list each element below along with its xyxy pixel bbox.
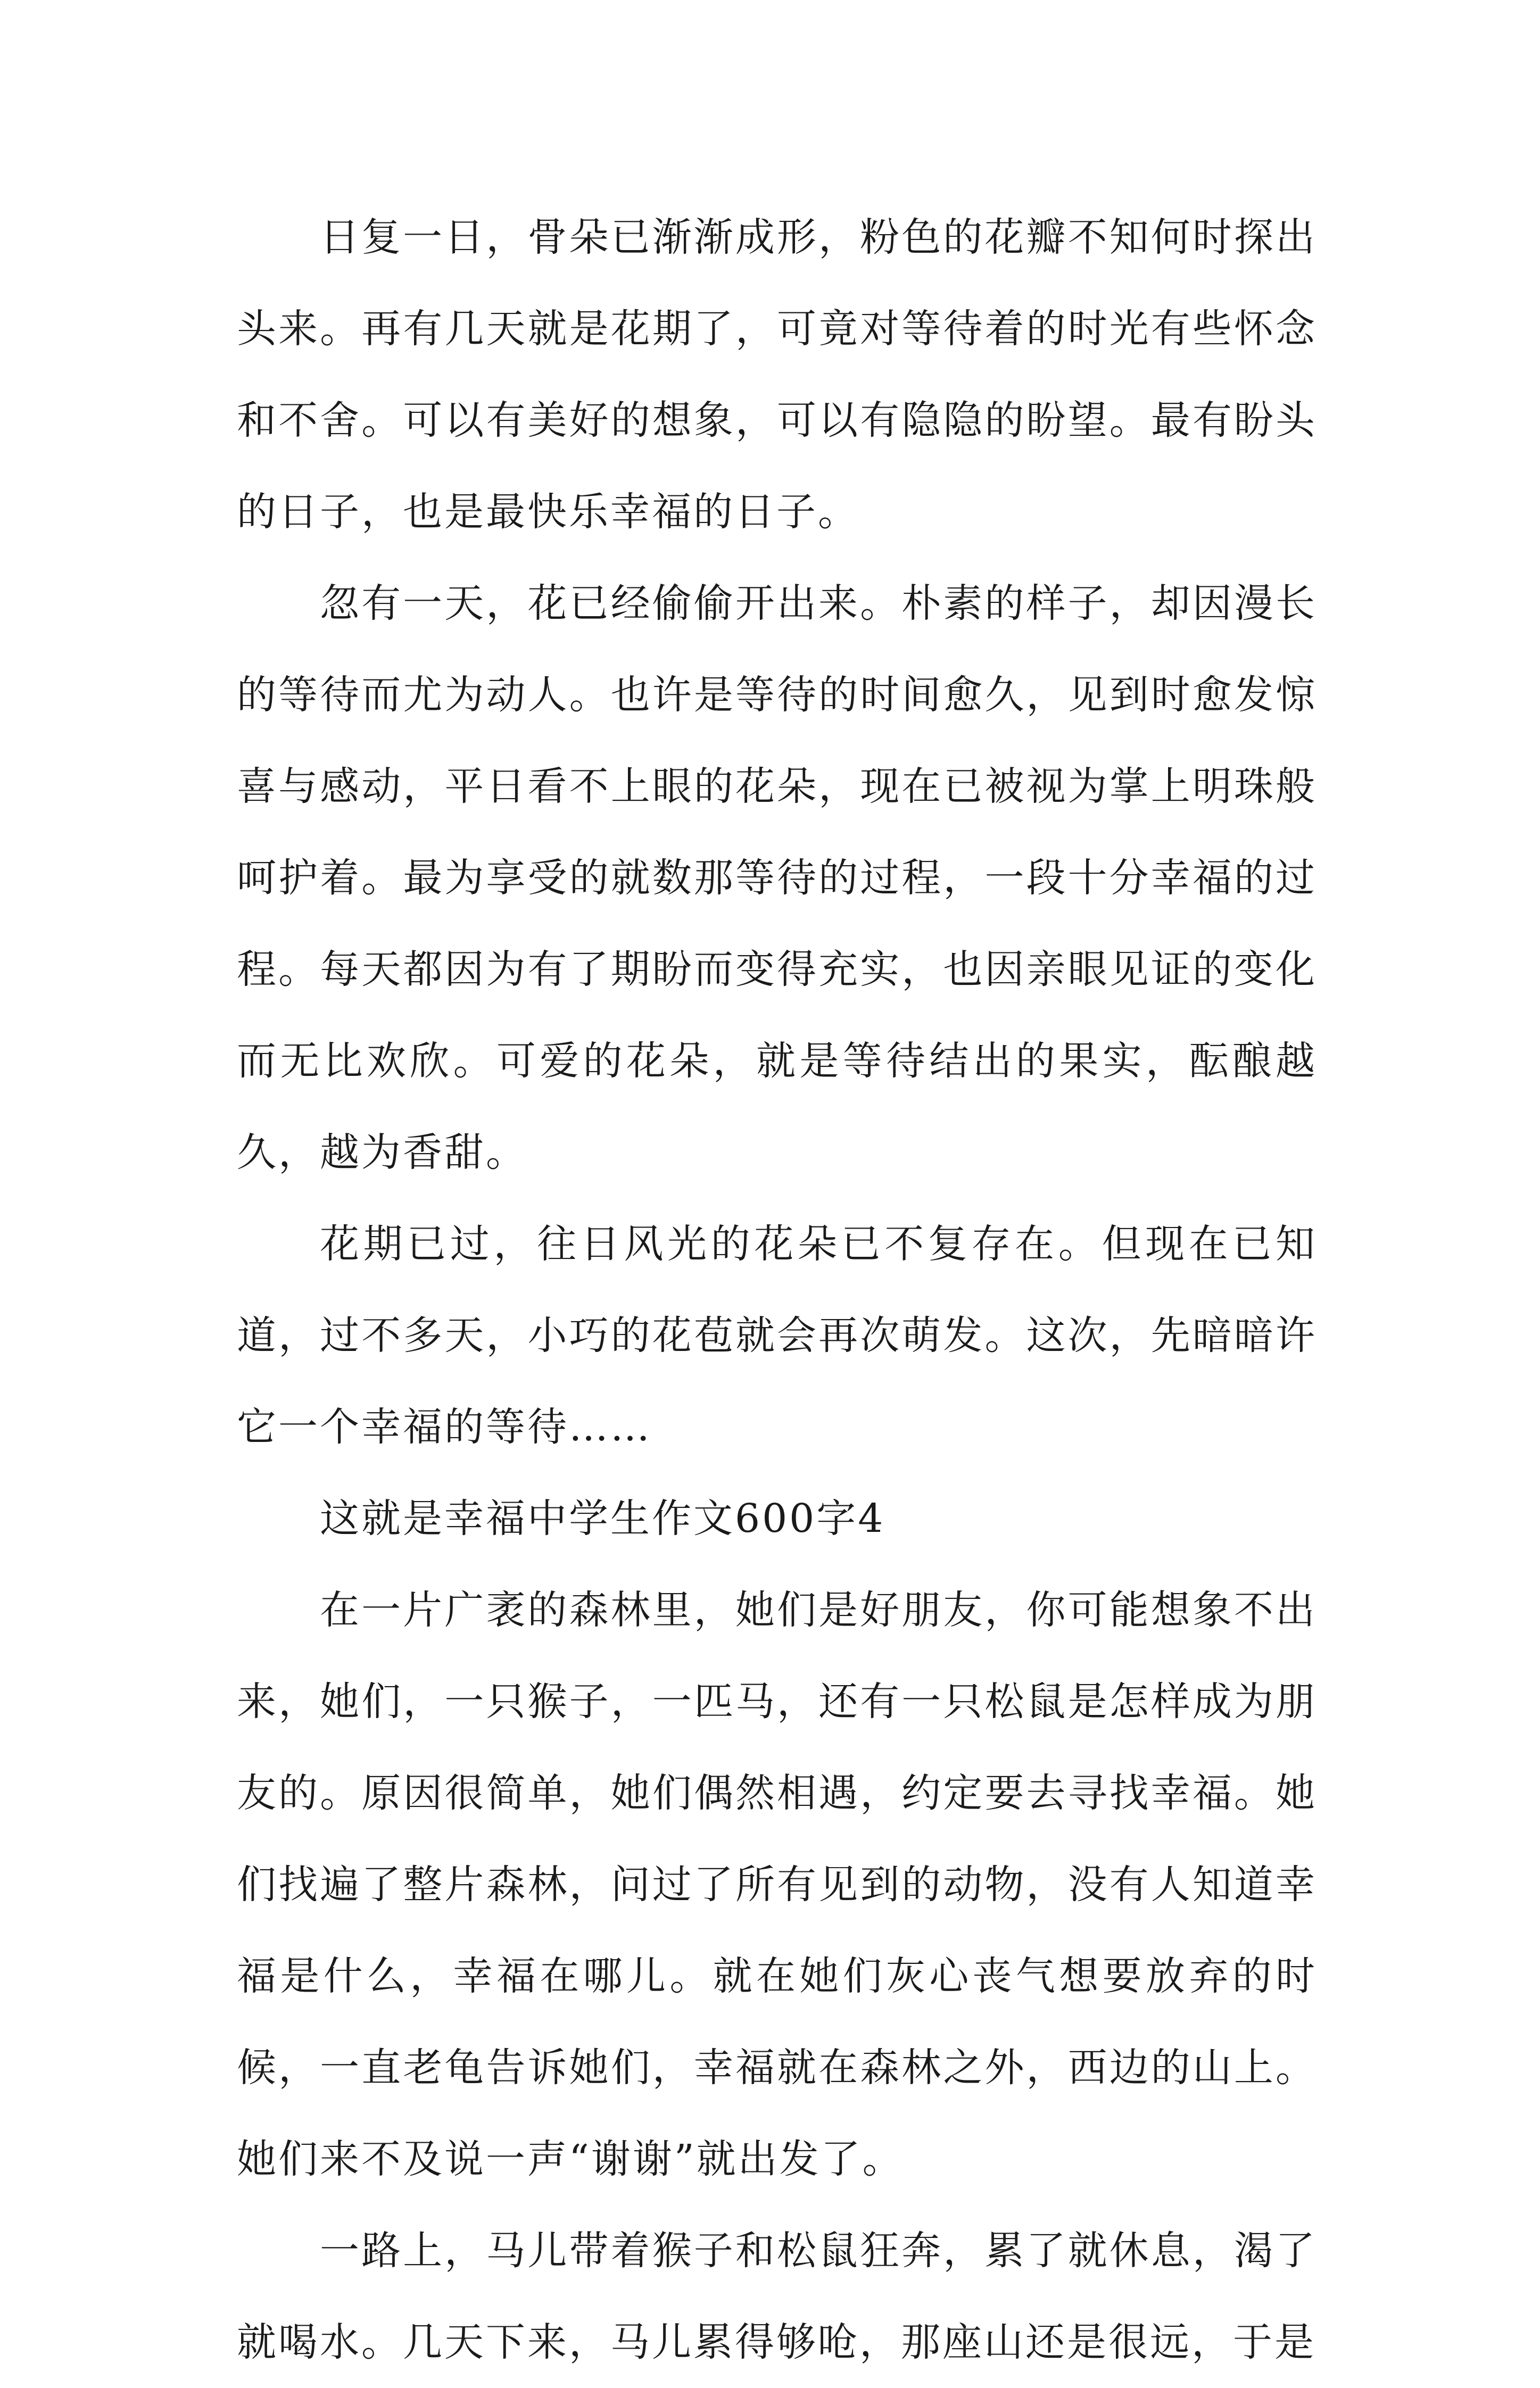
paragraph-1: 日复一日，骨朵已渐渐成形，粉色的花瓣不知何时探出头来。再有几天就是花期了，可竟对等待着的时光有些怀念和不舍。可以有美好的想象，可以有隐隐的盼望。最有盼头的日子，也是最快乐幸福的日子。 [237,214,1317,535]
paragraph-5: 一路上，马儿带着猴子和松鼠狂奔，累了就休息，渴了就喝水。几天下来，马儿累得够呛，那座山还是很远，于是 [237,2228,1317,2365]
body-text [237,192,1317,2388]
paragraph-2: 忽有一天，花已经偷偷开出来。朴素的样子，却因漫长的等待而尤为动人。也许是等待的时间愈久，见到时愈发惊喜与感动，平日看不上眼的花朵，现在已被视为掌上明珠般呵护着。最为享受的就数那等待的过程，一段十分幸福的过程。每天都因为有了期盼而变得充实，也因亲眼见证的变化而无比欢欣。可爱的花朵，就是等待结出的果实，酝酿越久，越为香甜。 [237,581,1317,1175]
paragraph-4: 在一片广袤的森林里，她们是好朋友，你可能想象不出来，她们，一只猴子，一匹马，还有一只松鼠是怎样成为朋友的。原因很简单，她们偶然相遇，约定要去寻找幸福。她们找遍了整片森林，问过了所有见到的动物，没有人知道幸福是什么，幸福在哪儿。就在她们灰心丧气想要放弃的时候，一直老龟告诉她们，幸福就在森林之外，西边的山上。她们来不及说一声“谢谢”就出发了。 [237,1587,1317,2182]
paragraph-3: 花期已过，往日风光的花朵已不复存在。但现在已知道，过不多天，小巧的花苞就会再次萌发。这次，先暗暗许它一个幸福的等待…… [237,1221,1317,1450]
section-title: 这就是幸福中学生作文600字4 [320,1496,885,1541]
